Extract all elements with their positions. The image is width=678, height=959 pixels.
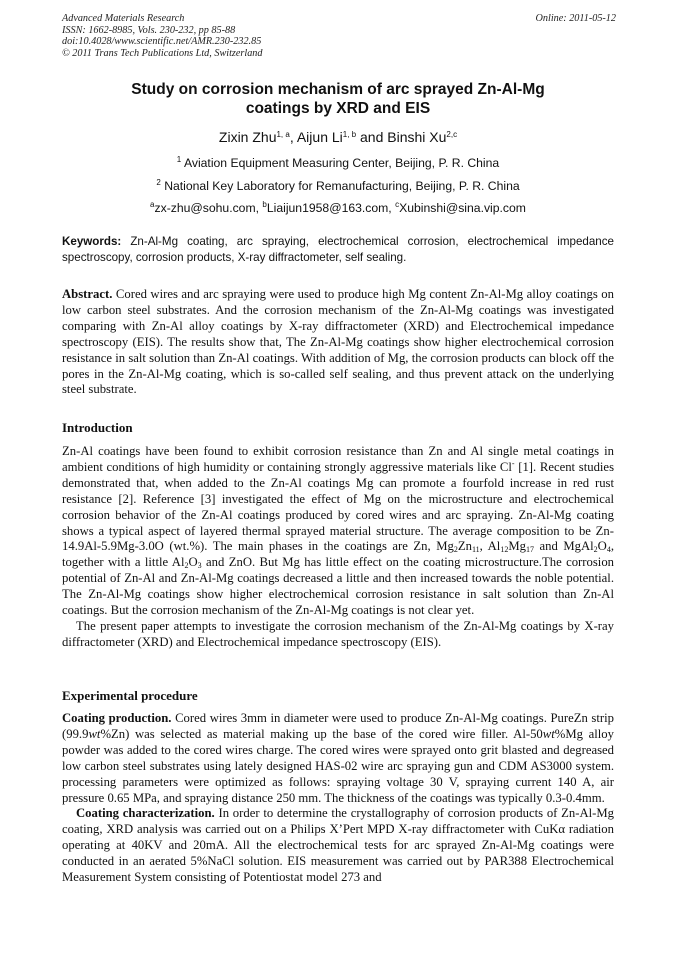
affiliation-marker: 2 bbox=[156, 178, 161, 187]
intro-paragraph-1: Zn-Al coatings have been found to exhibit corrosion resistance than Zn and Al single metal coatings in ambient conditions of high humidity or containing strongly aggressive materials like Cl- [1]. Recent studies demonstrated that, when added to the Zn-Al coatings Mg can promote a fourfold increase in red rust resistance [2]. Reference [3] investigated the effect of Mg on the microstructure and electrochemical corrosion behavior of the Zn-Al coatings produced by cored wires and arc spraying. Zn-Al-Mg coating shows a typical aspect of layered thermal sprayed material structure. The average composition to be Zn-14.9Al-5.9Mg-3.0O (wt.%). The main phases in the coatings are Zn, $Mg_2Zn_{11}$, $Al_{12}Mg_{17}$ and $MgAl_2O_4$, together with a little $Al_2O_3$ and ZnO. But Mg has little effect on the coating microstructure.The corrosion potential of Zn-Al and Zn-Al-Mg coatings decreased a little and then increased towards the noble potential. The Zn-Al-Mg coatings show higher electrochemical corrosion resistance in salt solution than Zn-Al coatings. But the corrosion mechanism of the Zn-Al-Mg coatings is not clear yet. bbox=[62, 444, 615, 618]
section-heading-introduction: Introduction bbox=[62, 420, 133, 435]
author-name: Aijun Li bbox=[296, 129, 343, 145]
coating-production-paragraph: Coating production. Cored wires 3mm in diameter were used to produce Zn-Al-Mg coatings. PureZn strip (99.9wt%Zn) was selected as material making up the base of the cored wire filler. Al-50wt%Mg alloy powder was added to the cored wires charge. The cored wires were sprayed onto grit blasted and degreased low carbon steel substrates using lately designed HAS-02 wire arc spraying gun and CDM AS3000 system. processing parameters were optimized as follows: spraying voltage 30 V, spraying current 140 A, air pressure 0.65 MPa, and spraying distance 250 mm. The thickness of the coatings was typically 0.3-0.4mm. bbox=[62, 711, 614, 805]
coating-production-label: Coating production. bbox=[62, 711, 172, 725]
affiliation-text: Aviation Equipment Measuring Center, Beijing, P. R. China bbox=[181, 156, 500, 170]
email-marker: b bbox=[262, 200, 267, 209]
abstract-label: Abstract. bbox=[62, 287, 113, 301]
author-name: Binshi Xu bbox=[387, 129, 447, 145]
affiliation-1 bbox=[60, 156, 616, 171]
doi-line: doi:10.4028/www.scientific.net/AMR.230-232.85 bbox=[62, 36, 262, 48]
title-line-2: coatings by XRD and EIS bbox=[245, 100, 431, 117]
author-and: and bbox=[356, 129, 388, 145]
email-marker: a bbox=[150, 200, 155, 209]
copyright-line: © 2011 Trans Tech Publications Ltd, Switzerland bbox=[62, 47, 263, 59]
email-link[interactable]: Liaijun1958@163.com, bbox=[266, 201, 396, 215]
keywords-text: Zn-Al-Mg coating, arc spraying, electrochemical corrosion, electrochemical impedance spectroscopy, corrosion products, X-ray diffractometer, self sealing. bbox=[62, 235, 614, 264]
intro-paragraph-2: The present paper attempts to investigate the corrosion mechanism of the Zn-Al-Mg coatings by X-ray diffractometer (XRD) and Electrochemical impedance spectroscopy (EIS). bbox=[62, 618, 614, 649]
paper-title bbox=[60, 80, 616, 118]
issn-line: ISSN: 1662-8985, Vols. 230-232, pp 85-88 bbox=[62, 24, 236, 36]
email-link[interactable]: zx-zhu@sohu.com, bbox=[154, 201, 263, 215]
affiliation-text: National Key Laboratory for Remanufacturing, Beijing, P. R. China bbox=[160, 179, 520, 193]
running-header bbox=[62, 13, 622, 59]
experimental-body bbox=[62, 711, 614, 886]
introduction-body bbox=[62, 444, 614, 651]
abstract bbox=[62, 287, 614, 398]
author-list bbox=[60, 129, 616, 146]
online-date: Online: 2011-05-12 bbox=[535, 13, 616, 24]
affiliation-2 bbox=[60, 179, 616, 194]
author-affiliation-marker: 2,c bbox=[446, 130, 458, 139]
keywords-label: Keywords: bbox=[62, 235, 122, 248]
section-heading-experimental: Experimental procedure bbox=[62, 688, 198, 703]
author-name: Zixin Zhu bbox=[218, 129, 277, 145]
email-link[interactable]: Xubinshi@sina.vip.com bbox=[399, 201, 526, 215]
affiliation-marker: 1 bbox=[176, 155, 182, 164]
author-separator: , bbox=[289, 129, 297, 145]
coating-characterization-label: Coating characterization. bbox=[76, 806, 215, 821]
email-line bbox=[60, 201, 616, 216]
author-affiliation-marker: 1, a bbox=[276, 130, 290, 139]
abstract-text: Cored wires and arc spraying were used to produce high Mg content Zn-Al-Mg alloy coatings on low carbon steel substrates. And the corrosion mechanism of the Zn-Al-Mg coatings was investigated comparing with Zn-Al alloy coatings by X-ray diffractometer (XRD) and Electrochemical impedance spectroscopy (EIS). The results show that, The Zn-Al-Mg coatings show higher electrochemical corrosion resistance in salt solution than Zn-Al coatings. With addition of Mg, the corrosion products can block off the pores in the Zn-Al-Mg coating, which is so-called self sealing, and thus prevent attack on the underlying steel substrate. bbox=[62, 287, 614, 397]
keywords bbox=[62, 234, 614, 266]
journal-name: Advanced Materials Research bbox=[62, 13, 185, 24]
title-line-1: Study on corrosion mechanism of arc sprayed Zn-Al-Mg bbox=[131, 81, 545, 98]
email-marker: c bbox=[395, 200, 400, 209]
author-affiliation-marker: 1, b bbox=[342, 130, 357, 139]
coating-characterization-paragraph: Coating characterization. In order to determine the crystallography of corrosion products of Zn-Al-Mg coating, XRD analysis was carried out on a Philips X’Pert MPD X-ray diffractometer with CuKα radiation operating at 40KV and 20mA. All the electrochemical tests for arc sprayed Zn-Al-Mg coatings were conducted in an aerated 5%NaCl solution. EIS measurement was carried out by PAR388 Electrochemical Measurement System consisting of Potentiostat model 273 and bbox=[62, 806, 614, 885]
